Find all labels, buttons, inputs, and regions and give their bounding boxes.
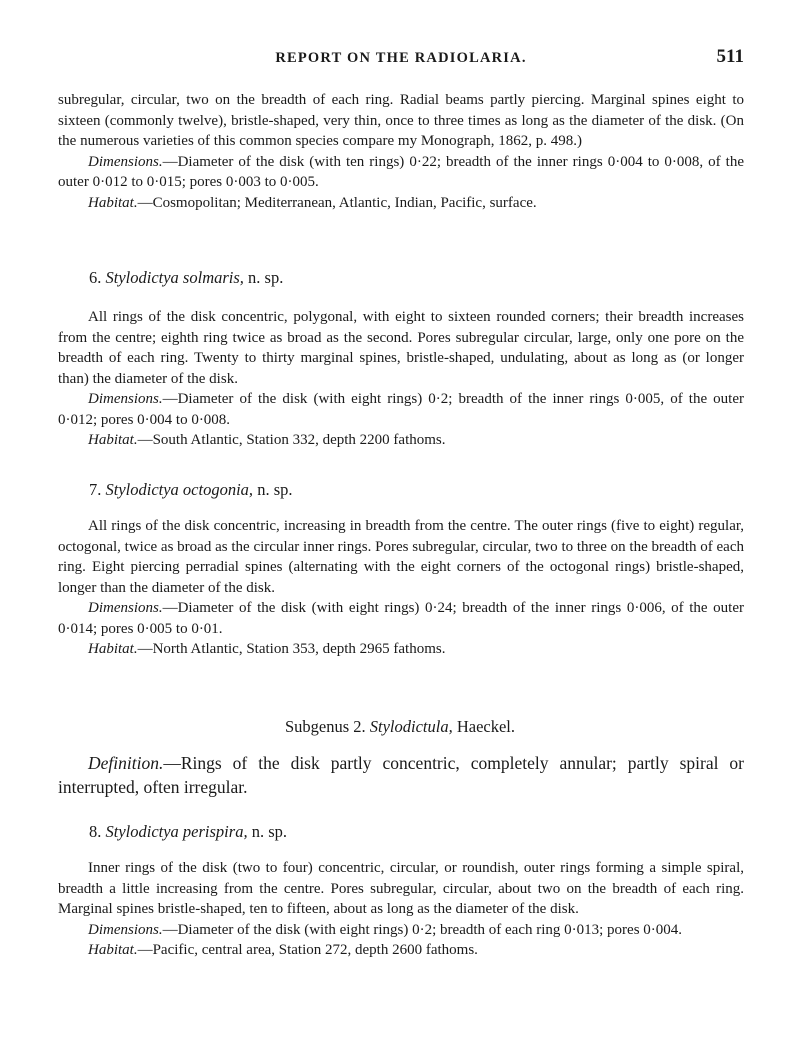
species-dimensions bbox=[58, 389, 744, 430]
species-suffix: n. sp. bbox=[257, 480, 293, 499]
habitat-text: —Pacific, central area, Station 272, depth 2600 fathoms. bbox=[137, 942, 478, 958]
species-habitat bbox=[58, 639, 744, 660]
dimensions-label: Dimensions. bbox=[88, 391, 163, 407]
species-suffix: n. sp. bbox=[251, 822, 287, 841]
dimensions-label: Dimensions. bbox=[88, 600, 163, 616]
habitat-label: Habitat. bbox=[88, 942, 138, 958]
definition-paragraph bbox=[58, 751, 744, 799]
species-number: 6. bbox=[89, 268, 102, 287]
subgenus-name: Stylodictula, bbox=[369, 717, 453, 736]
habitat-text: —South Atlantic, Station 332, depth 2200 fathoms. bbox=[137, 432, 446, 448]
subgenus-author: Haeckel. bbox=[456, 717, 516, 736]
habitat-label: Habitat. bbox=[88, 432, 138, 448]
species-suffix: n. sp. bbox=[248, 268, 284, 287]
species-name: Stylodictya solmaris, bbox=[105, 268, 244, 287]
habitat-text: —Cosmopolitan; Mediterranean, Atlantic, Indian, Pacific, surface. bbox=[137, 194, 537, 211]
continued-species-block bbox=[58, 90, 744, 213]
species-name: Stylodictya octogonia, bbox=[105, 480, 254, 499]
dimensions-text: —Diameter of the disk (with eight rings) 0·2; breadth of each ring 0·013; pores 0·004. bbox=[162, 921, 683, 938]
dimensions-text: —Diameter of the disk (with eight rings) 0·24; breadth of the inner rings 0·006, of the outer 0·014; pores 0·005 to 0·01. bbox=[58, 600, 744, 637]
habitat-text: —North Atlantic, Station 353, depth 2965 fathoms. bbox=[137, 641, 446, 657]
species-block bbox=[58, 858, 744, 961]
definition-block bbox=[58, 751, 744, 799]
species-heading bbox=[89, 822, 287, 842]
species-dimensions bbox=[58, 920, 744, 941]
continued-dimensions bbox=[58, 152, 744, 193]
definition-label: Definition. bbox=[88, 753, 164, 773]
subgenus-prefix: Subgenus 2. bbox=[284, 717, 366, 736]
species-description: Inner rings of the disk (two to four) concentric, circular, or roundish, outer rings forming a simple spiral, breadth a little increasing from the centre. Pores subregular, circular, about two on the breadth of each ring. Marginal spines bristle-shaped, ten to fifteen, about as long as the diameter of the disk. bbox=[58, 860, 744, 917]
species-description: All rings of the disk concentric, polygonal, with eight to sixteen rounded corners; their breadth increases from the centre; eighth ring twice as broad as the second. Pores subregular circular, large, only one pore on the breadth of each ring. Twenty to thirty marginal spines, bristle-shaped, undulating, about as long as (or longer than) the diameter of the disk. bbox=[58, 309, 744, 387]
habitat-label: Habitat. bbox=[88, 641, 138, 657]
dimensions-label: Dimensions. bbox=[88, 153, 163, 170]
dimensions-label: Dimensions. bbox=[88, 921, 163, 938]
species-block bbox=[58, 516, 744, 660]
definition-text: —Rings of the disk partly concentric, completely annular; partly spiral or interrupted, often irregular. bbox=[58, 753, 744, 797]
species-number: 7. bbox=[89, 480, 102, 499]
species-number: 8. bbox=[89, 822, 102, 841]
species-dimensions bbox=[58, 598, 744, 639]
habitat-label: Habitat. bbox=[88, 194, 138, 211]
dimensions-text: —Diameter of the disk (with ten rings) 0·22; breadth of the inner rings 0·004 to 0·008, of the outer 0·012 to 0·015; pores 0·003 to 0·005. bbox=[58, 153, 744, 190]
species-description: All rings of the disk concentric, increasing in breadth from the centre. The outer rings (five to eight) regular, octogonal, twice as broad as the circular inner rings. Pores subregular, circular, two to three on the breadth of each ring. Eight piercing perradial spines (alternating with the eight corners of the octogonal rings) bristle-shaped, longer than the diameter of the disk. bbox=[58, 518, 744, 596]
page-header bbox=[58, 46, 744, 70]
species-habitat bbox=[58, 430, 744, 451]
species-heading bbox=[89, 480, 292, 500]
species-habitat bbox=[58, 940, 744, 961]
species-heading bbox=[89, 268, 283, 288]
continued-description: subregular, circular, two on the breadth of each ring. Radial beams partly piercing. Marginal spines eight to sixteen (commonly twelve), bristle-shaped, very thin, once to three times as long as the diameter of the disk. (On the numerous varieties of this common species compare my Monograph, 1862, p. 498.) bbox=[58, 92, 744, 149]
species-block bbox=[58, 307, 744, 451]
continued-habitat bbox=[58, 193, 744, 214]
dimensions-text: —Diameter of the disk (with eight rings) 0·2; breadth of the inner rings 0·005, of the outer 0·012; pores 0·004 to 0·008. bbox=[58, 391, 744, 428]
running-head: REPORT ON THE RADIOLARIA. bbox=[275, 50, 527, 66]
species-name: Stylodictya perispira, bbox=[105, 822, 248, 841]
page-number: 511 bbox=[716, 46, 744, 67]
subgenus-heading bbox=[0, 717, 800, 737]
